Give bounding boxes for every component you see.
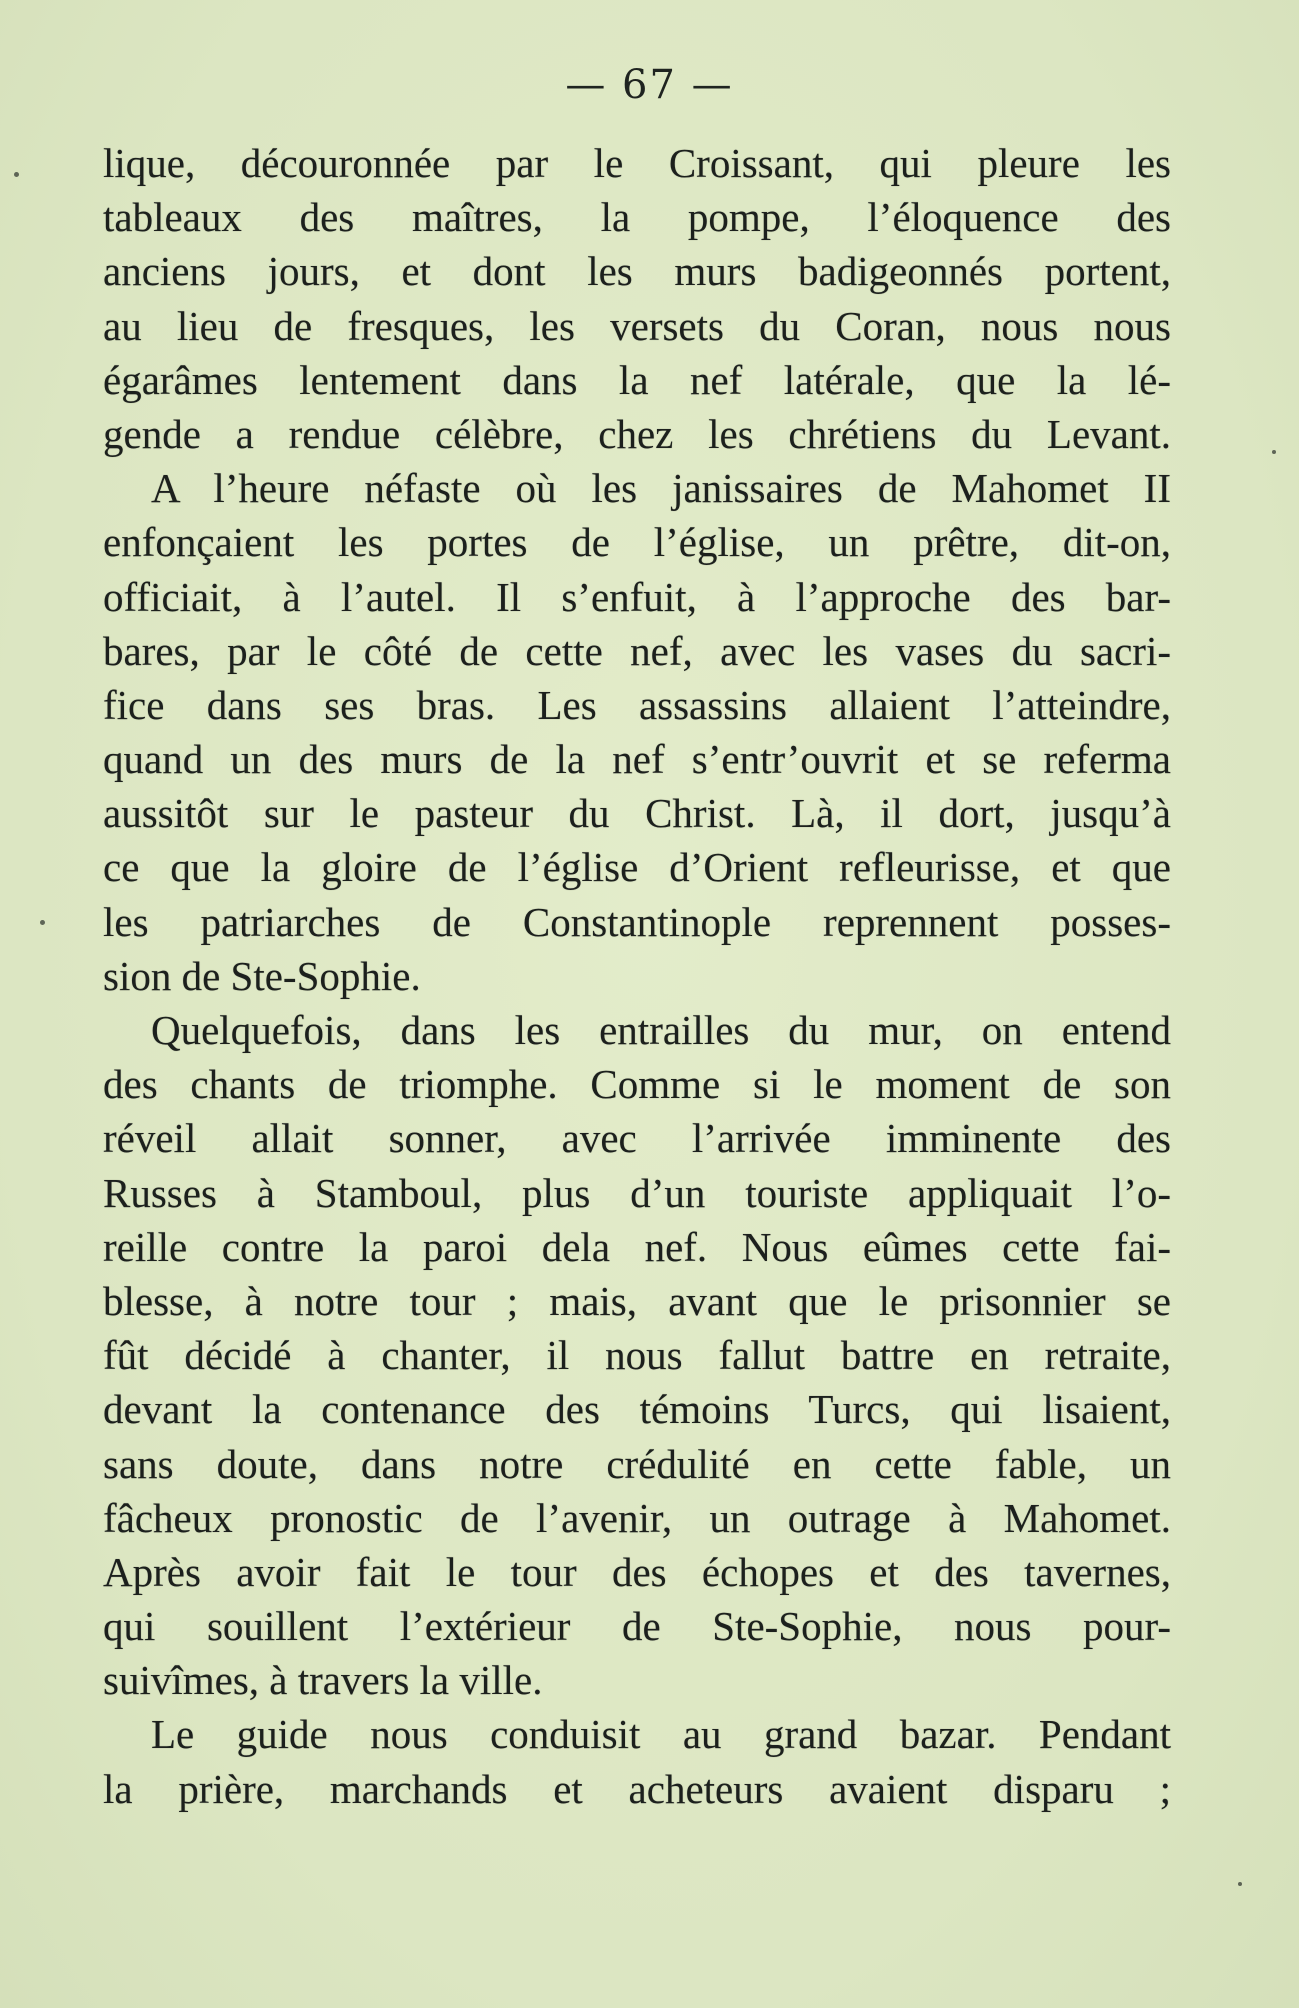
paragraph-start-line: A l’heure néfaste où les janissaires de Mahomet II [151, 465, 1171, 512]
text-line: officiait, à l’autel. Il s’enfuit, à l’approche des bar- [103, 573, 1171, 620]
text-line: anciens jours, et dont les murs badigeonnés portent, [103, 248, 1171, 295]
text-line: Russes à Stamboul, plus d’un touriste appliquait l’o- [103, 1169, 1171, 1216]
text-line: Après avoir fait le tour des échopes et des tavernes, [103, 1548, 1171, 1595]
paper-speck [1238, 1882, 1242, 1886]
text-line: reille contre la paroi dela nef. Nous eûmes cette fai- [103, 1223, 1171, 1270]
paragraph-end-line: sion de Ste-Sophie. [103, 952, 421, 999]
text-line: devant la contenance des témoins Turcs, qui lisaient, [103, 1386, 1171, 1433]
text-line: égarâmes lentement dans la nef latérale, que la lé- [103, 356, 1171, 403]
text-line: enfonçaient les portes de l’église, un prêtre, dit-on, [103, 519, 1171, 566]
text-line: bares, par le côté de cette nef, avec les vases du sacri- [103, 627, 1171, 674]
paper-speck [1272, 450, 1276, 454]
paragraph-end-line: suivîmes, à travers la ville. [103, 1657, 543, 1704]
text-line: qui souillent l’extérieur de Ste-Sophie, nous pour- [103, 1603, 1171, 1650]
text-line: gende a rendue célèbre, chez les chrétiens du Levant. [103, 410, 1171, 457]
paper-speck [14, 172, 19, 177]
text-line: ce que la gloire de l’église d’Orient refleurisse, et que [103, 844, 1171, 891]
text-line: réveil allait sonner, avec l’arrivée imminente des [103, 1115, 1171, 1162]
text-line: fâcheux pronostic de l’avenir, un outrage à Mahomet. [103, 1494, 1171, 1541]
text-line: la prière, marchands et acheteurs avaient disparu ; [103, 1765, 1171, 1812]
text-line: sans doute, dans notre crédulité en cette fable, un [103, 1440, 1171, 1487]
text-line: quand un des murs de la nef s’entr’ouvrit et se referma [103, 736, 1171, 783]
text-line: aussitôt sur le pasteur du Christ. Là, il dort, jusqu’à [103, 790, 1171, 837]
text-line: lique, découronnée par le Croissant, qui pleure les [103, 140, 1171, 186]
text-line: les patriarches de Constantinople reprennent posses- [103, 898, 1171, 945]
text-line: tableaux des maîtres, la pompe, l’éloquence des [103, 194, 1171, 241]
text-line: au lieu de fresques, les versets du Coran, nous nous [103, 302, 1171, 349]
text-line: des chants de triomphe. Comme si le moment de son [103, 1061, 1171, 1108]
page-number: — 67 — [565, 62, 734, 108]
text-line: fice dans ses bras. Les assassins allaient l’atteindre, [103, 681, 1171, 728]
paper-speck [40, 920, 45, 925]
text-line: fût décidé à chanter, il nous fallut battre en retraite, [103, 1332, 1171, 1379]
paragraph-start-line: Le guide nous conduisit au grand bazar. Pendant [151, 1711, 1171, 1758]
text-line: blesse, à notre tour ; mais, avant que le prisonnier se [103, 1277, 1171, 1324]
body-text [103, 136, 1171, 1816]
paragraph-start-line: Quelquefois, dans les entrailles du mur, on entend [151, 1007, 1171, 1053]
